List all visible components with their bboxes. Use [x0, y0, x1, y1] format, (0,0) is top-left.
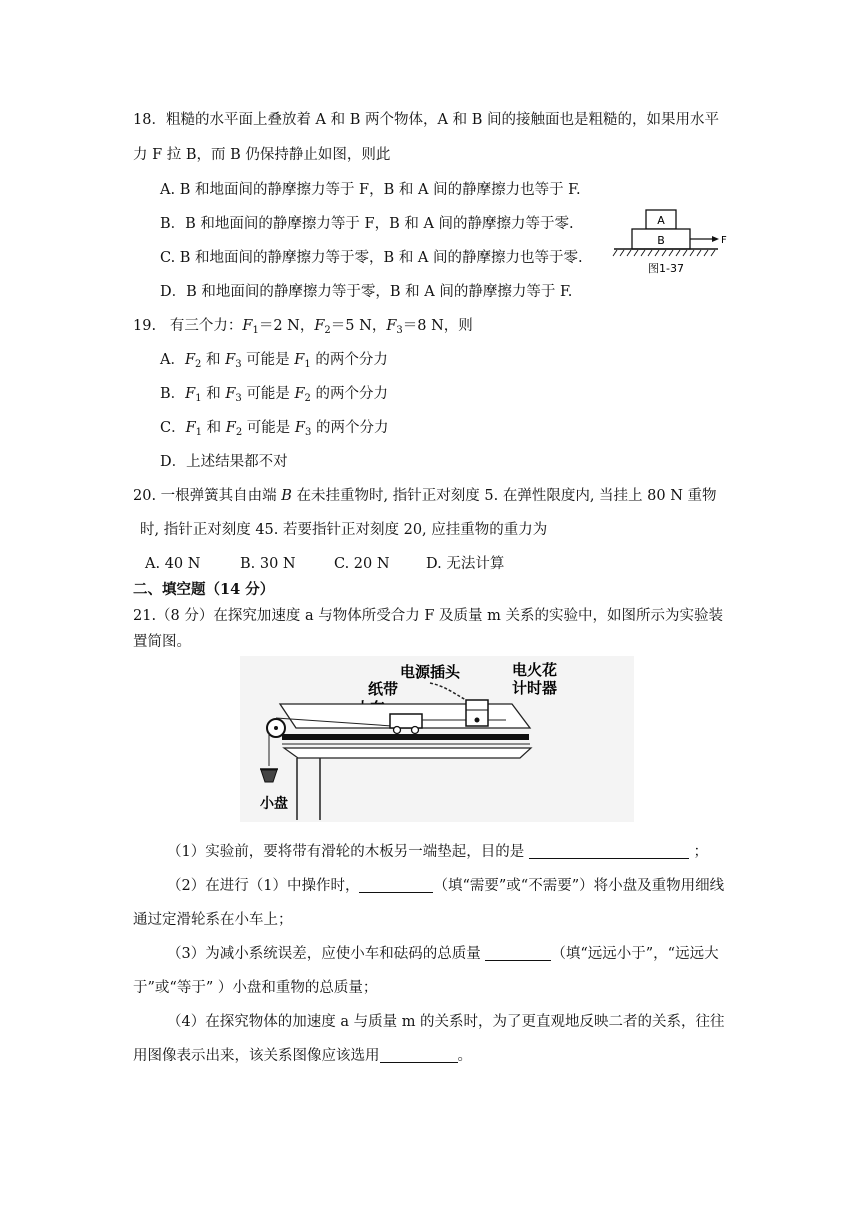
cart-wheel-back: [412, 727, 419, 734]
block-b-label: B: [657, 234, 665, 247]
q21-part4-line2: 用图像表示出来，该关系图像应该选用 。: [133, 1048, 472, 1064]
q20-stem-line2: 时, 指针正对刻度 45. 若要指针正对刻度 20, 应挂重物的重力为: [140, 522, 548, 538]
answer-blank-3[interactable]: [485, 945, 551, 961]
label-pan: 小盘: [260, 796, 288, 812]
answer-blank-4[interactable]: [380, 1047, 458, 1063]
force-arrow-head: [712, 236, 719, 242]
q19-stem: 19. 有三个力：$F_1=2$ N，$F_2=5$ N，$F_3=8$ N，则: [133, 318, 473, 336]
q19-option-b: B．$F_1$ 和 $F_3$ 可能是 $F_2$ 的两个分力: [160, 386, 389, 404]
q20-stem-line1: 20. 一根弹簧其自由端 B 在未挂重物时, 指针正对刻度 5. 在弹性限度内, 当挂上 80 N 重物: [133, 488, 717, 504]
answer-blank-2[interactable]: [359, 877, 433, 893]
q18-stem-line1: 18．粗糙的水平面上叠放着 A 和 B 两个物体，A 和 B 间的接触面也是粗糙的，如果用水平: [133, 112, 719, 128]
q21-part3: （3）为减小系统误差，应使小车和砝码的总质量 （填“远远小于”，“远远大: [167, 946, 719, 962]
q21-part3-line2: 于”或“等于” ）小盘和重物的总质量；: [133, 980, 378, 996]
q19-option-d: D．上述结果都不对: [160, 454, 288, 470]
q21-apparatus-figure: [240, 656, 634, 822]
q21-part4-line1: （4）在探究物体的加速度 a 与质量 m 的关系时，为了更直观地反映二者的关系，往往: [167, 1014, 725, 1030]
q18-option-c: C. B 和地面间的静摩擦力等于零，B 和 A 间的静摩擦力也等于零.: [160, 250, 583, 266]
q20-option-c: C. 20 N: [334, 556, 390, 572]
q18-option-b: B．B 和地面间的静摩擦力等于 F，B 和 A 间的静摩擦力等于零.: [160, 216, 574, 232]
table-top: [284, 748, 531, 758]
board-dark-strip: [282, 734, 529, 740]
section-title: 二、填空题（14 分）: [133, 581, 275, 598]
force-label: F: [721, 235, 727, 246]
q21-part2-line2: 通过定滑轮系在小车上；: [133, 912, 293, 928]
q21-stem-line1: 21.（8 分）在探究加速度 a 与物体所受合力 F 及质量 m 关系的实验中，如图所示为实验装: [133, 608, 724, 624]
cart-wheel-front: [394, 727, 401, 734]
q18-option-a: A. B 和地面间的静摩擦力等于 F，B 和 A 间的静摩擦力也等于 F.: [160, 182, 581, 198]
block-a-label: A: [657, 214, 665, 227]
q20-option-a: A. 40 N: [145, 556, 201, 572]
q21-part1: （1）实验前，要将带有滑轮的木板另一端垫起，目的是 ；: [167, 844, 708, 860]
q19-option-a: A．$F_2$ 和 $F_3$ 可能是 $F_1$ 的两个分力: [160, 352, 388, 370]
label-timer-line1: 电火花: [512, 661, 558, 679]
label-timer-line2: 计时器: [512, 679, 558, 697]
q20-option-d: D. 无法计算: [426, 556, 505, 572]
q21-stem-line2: 置简图。: [133, 634, 191, 650]
q19-option-c: C．$F_1$ 和 $F_2$ 可能是 $F_3$ 的两个分力: [160, 420, 389, 438]
q18-option-d: D．B 和地面间的静摩擦力等于零，B 和 A 间的静摩擦力等于 F.: [160, 284, 573, 300]
q20-option-b: B. 30 N: [240, 556, 296, 572]
answer-blank-1[interactable]: [529, 843, 689, 859]
label-paper-tape: 纸带: [368, 680, 399, 698]
figure-caption: 图1-37: [648, 262, 684, 275]
ground-hatching: [613, 250, 715, 256]
label-power-plug: 电源插头: [400, 663, 461, 681]
q18-figure: [608, 206, 733, 290]
cart-body: [390, 714, 422, 728]
q18-stem-line2: 力 F 拉 B，而 B 仍保持静止如图，则此: [133, 147, 391, 163]
q21-part2: （2）在进行（1）中操作时， （填“需要”或“不需要”）将小盘及重物用细线: [167, 878, 725, 894]
